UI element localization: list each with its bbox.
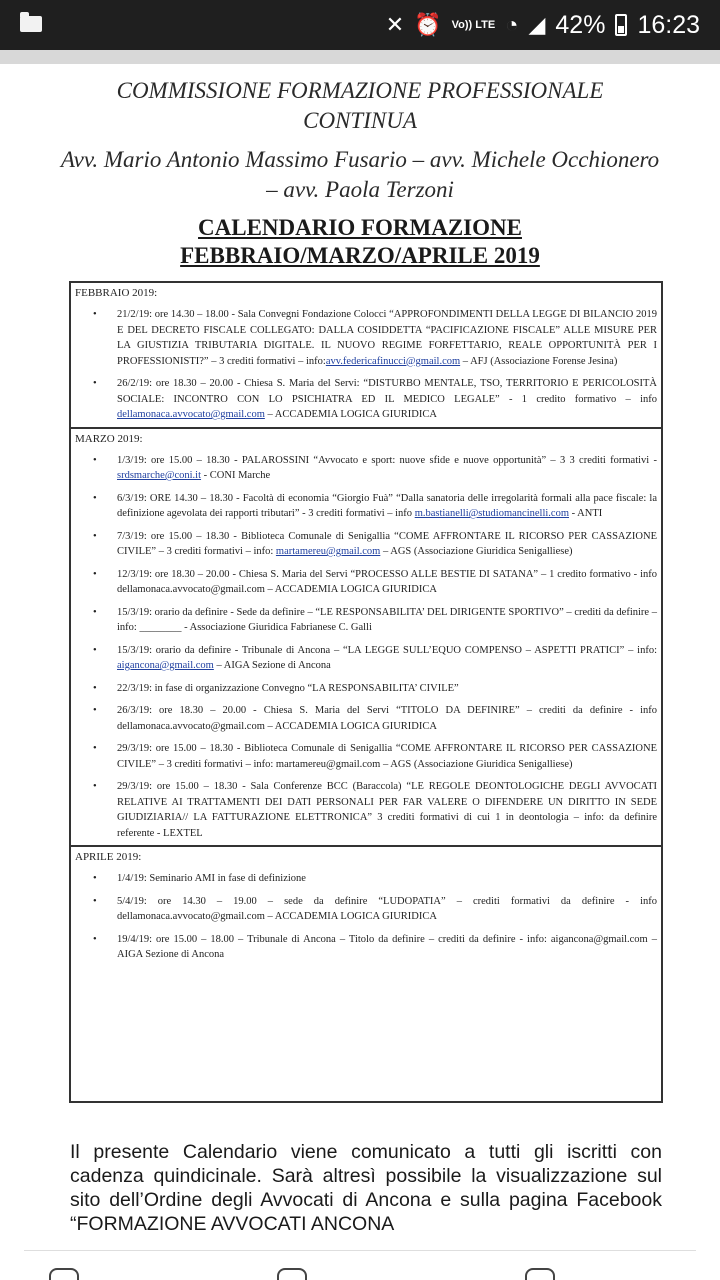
bullet-icon: • bbox=[93, 933, 97, 945]
nav-icon-left[interactable] bbox=[44, 1268, 84, 1280]
event-description: 29/3/19: ore 15.00 – 18.30 - Biblioteca Comunale di Senigallia “COME AFFRONTARE IL RICORSO PER CASSAZIONE CIVILE” – 3 crediti formativi – info: martamereu@gmail.com – AGS (Associazione Giuridica Senigalliese) bbox=[117, 743, 657, 770]
email-link[interactable]: avv.federicafinucci@gmail.com bbox=[325, 355, 461, 367]
event-item bbox=[75, 643, 657, 674]
app-bar-shadow bbox=[0, 50, 720, 64]
alarm-icon: ⏰ bbox=[414, 12, 442, 37]
mute-icon: ✕ bbox=[385, 12, 405, 37]
status-bar bbox=[0, 0, 720, 50]
event-organizer: – ACCADEMIA LOGICA GIURIDICA bbox=[264, 409, 437, 420]
calendar-section bbox=[71, 283, 661, 429]
bullet-icon: • bbox=[93, 492, 97, 504]
bullet-icon: • bbox=[93, 530, 97, 542]
clock: 16:23 bbox=[637, 10, 700, 39]
event-item bbox=[75, 741, 657, 772]
event-item bbox=[75, 307, 657, 369]
bullet-icon: • bbox=[93, 781, 97, 792]
event-text bbox=[117, 779, 657, 841]
event-item bbox=[75, 453, 657, 484]
email-link[interactable]: dellamonaca.avvocato@gmail.com bbox=[117, 409, 265, 420]
event-description: 1/4/19: Seminario AMI in fase di definizione bbox=[117, 873, 306, 884]
event-text bbox=[117, 643, 657, 674]
event-item bbox=[75, 932, 657, 963]
event-description: 12/3/19: ore 18.30 – 20.00 - Chiesa S. Maria del Servi “PROCESSO ALLE BESTIE DI SATANA” – 1 credito formativo - info dellamonaca.avvocato@gmail.com – ACCADEMIA LOGICA GIURIDICA bbox=[117, 568, 657, 595]
event-text bbox=[117, 529, 657, 560]
event-text bbox=[117, 741, 657, 772]
bullet-icon: • bbox=[93, 309, 97, 320]
lawyers-names: Avv. Mario Antonio Massimo Fusario – avv. Michele Occhionero – avv. Paola Terzoni bbox=[60, 147, 660, 202]
event-item bbox=[75, 567, 657, 598]
nav-icon-center[interactable] bbox=[272, 1268, 312, 1280]
event-item bbox=[75, 871, 657, 887]
event-description: 26/2/19: ore 18.30 – 20.00 - Chiesa S. Maria del Servi: “DISTURBO MENTALE, TSO, TERRITORIO E PERICOLOSITÀ SOCIALE: INCONTRO CON LO PSICHIATRA ED IL MEDICO LEGALE” - 1 credito formativo – info bbox=[117, 378, 657, 405]
nav-icon-right[interactable] bbox=[520, 1268, 560, 1280]
event-text bbox=[117, 932, 657, 963]
bullet-icon: • bbox=[93, 873, 97, 884]
status-icons bbox=[386, 0, 700, 50]
battery-icon bbox=[615, 14, 627, 36]
event-item bbox=[75, 703, 657, 734]
event-description: 15/3/19: orario da definire - Tribunale di Ancona – “LA LEGGE SULL’EQUO COMPENSO – ASPETTI PRATICI” – info: bbox=[117, 644, 657, 656]
event-text bbox=[117, 567, 657, 598]
event-description: 19/4/19: ore 15.00 – 18.00 – Tribunale di Ancona – Titolo da definire – crediti da definire - info: aigancona@gmail.com – AIGA Sezione di Ancona bbox=[117, 933, 657, 960]
bullet-icon: • bbox=[93, 644, 97, 656]
event-description: 26/3/19: ore 18.30 – 20.00 - Chiesa S. Maria del Servi “TITOLO DA DEFINIRE” – crediti da definire - info dellamonaca.avvocato@gmail.com – ACCADEMIA LOGICA GIURIDICA bbox=[117, 705, 657, 732]
calendar-title: CALENDARIO FORMAZIONE FEBBRAIO/MARZO/APRILE 2019 bbox=[180, 215, 540, 268]
event-organizer: – AIGA Sezione di Ancona bbox=[213, 660, 331, 671]
bullet-icon: • bbox=[93, 568, 97, 580]
email-link[interactable]: srdsmarche@coni.it bbox=[117, 470, 202, 481]
event-description: 6/3/19: ORE 14.30 – 18.30 - Facoltà di economia “Giorgio Fuà” “Dalla sanatoria delle irregolarità formali alla pace fiscale: la definizione agevolata dei rapporti tributari” - 3 crediti formativi – info bbox=[117, 492, 657, 519]
lte-indicator: Vo)) LTE bbox=[451, 18, 496, 31]
event-text bbox=[117, 703, 657, 734]
event-organizer: – AFJ (Associazione Forense Jesina) bbox=[460, 355, 618, 367]
signal-icon: ◢ bbox=[528, 12, 546, 37]
event-text bbox=[117, 605, 657, 636]
event-item bbox=[75, 894, 657, 925]
event-description: 22/3/19: in fase di organizzazione Convegno “LA RESPONSABILITA’ CIVILE” bbox=[117, 682, 459, 694]
commission-heading: COMMISSIONE FORMAZIONE PROFESSIONALE CONTINUA bbox=[116, 78, 604, 133]
event-text bbox=[117, 871, 657, 887]
event-text bbox=[117, 894, 657, 925]
bullet-icon: • bbox=[93, 606, 97, 618]
email-link[interactable]: m.bastianelli@studiomancinelli.com bbox=[414, 508, 569, 519]
calendar-section bbox=[71, 847, 661, 967]
event-item bbox=[75, 779, 657, 841]
bullet-icon: • bbox=[93, 743, 97, 754]
event-description: 7/3/19: ore 15.00 – 18.30 - Biblioteca Comunale di Senigallia “COME AFFRONTARE IL RICORSO PER CASSAZIONE CIVILE” – 3 crediti formativi – info: bbox=[117, 530, 657, 557]
event-description: 1/3/19: ore 15.00 – 18.30 - PALAROSSINI “Avvocato e sport: nuove sfide e nuove opportunità” – 3 3 crediti formativi - bbox=[117, 454, 657, 466]
section-title: APRILE 2019: bbox=[75, 851, 142, 863]
bullet-icon: • bbox=[93, 454, 97, 466]
event-item bbox=[75, 376, 657, 423]
event-text bbox=[117, 376, 657, 423]
section-title: MARZO 2019: bbox=[75, 432, 143, 445]
bullet-icon: • bbox=[93, 682, 97, 694]
event-description: 5/4/19: ore 14.30 – 19.00 – sede da definire “LUDOPATIA” – crediti formativi da definire - info dellamonaca.avvocato@gmail.com – ACCADEMIA LOGICA GIURIDICA bbox=[117, 895, 657, 922]
bullet-icon: • bbox=[93, 705, 97, 716]
event-item bbox=[75, 681, 657, 697]
event-text bbox=[117, 681, 657, 697]
wifi-icon: ◔ bbox=[505, 12, 519, 37]
event-organizer: – AGS (Associazione Giuridica Senigalliese) bbox=[380, 546, 573, 557]
email-link[interactable]: martamereu@gmail.com bbox=[275, 546, 381, 557]
event-description: 15/3/19: orario da definire - Sede da definire – “LE RESPONSABILITA’ DEL DIRIGENTE SPORTIVO” – crediti da definire – info: ________ - Associazione Giuridica Fabrianese C. Galli bbox=[117, 606, 657, 633]
section-title: FEBBRAIO 2019: bbox=[75, 287, 158, 299]
calendar-section bbox=[71, 429, 661, 848]
event-text bbox=[117, 307, 657, 369]
event-organizer: - ANTI bbox=[569, 508, 603, 519]
bullet-icon: • bbox=[93, 895, 97, 907]
event-text bbox=[117, 453, 657, 484]
divider bbox=[24, 1250, 696, 1251]
folder-icon bbox=[20, 16, 42, 32]
event-text bbox=[117, 491, 657, 522]
event-organizer: - CONI Marche bbox=[201, 470, 271, 481]
bullet-icon: • bbox=[93, 378, 97, 389]
battery-percent: 42% bbox=[555, 10, 606, 39]
event-description: 21/2/19: ore 14.30 – 18.00 - Sala Convegni Fondazione Colocci “APPROFONDIMENTI DELLA LEGGE DI BILANCIO 2019 E DEL DECRETO FISCALE COLLEGATO: DALLA COSIDDETTA “PACIFICAZIONE FISCALE” ALLE MISURE PER LA GIUSTIZIA TRIBUTARIA DIGITALE. IL NUOVO REGIME FORFETTARIO, REALE OPPORTUNITÀ PER I PROFESSIONISTI?” – 3 crediti formativi – info: bbox=[117, 309, 657, 367]
event-item bbox=[75, 491, 657, 522]
event-item bbox=[75, 605, 657, 636]
footer-paragraph: Il presente Calendario viene comunicato a tutti gli iscritti con cadenza quindicinale. Sarà altresì possibile la visualizzazione sul sito dell’Ordine degli Avvocati di Ancona e sulla pagina Facebook “FORMAZIONE AVVOCATI ANCONA bbox=[70, 1141, 662, 1235]
event-item bbox=[75, 529, 657, 560]
email-link[interactable]: aigancona@gmail.com bbox=[117, 660, 214, 671]
event-description: 29/3/19: ore 15.00 – 18.30 - Sala Conferenze BCC (Baraccola) “LE REGOLE DEONTOLOGICHE DEGLI AVVOCATI RELATIVE AI TRATTAMENTI DEI DATI PERSONALI PER FAR VALERE O DIFENDERE UN DIRITTO IN SEDE GIUDIZIARIA// LA FATTURAZIONE ELETTRONICA” 3 crediti formativi di cui 1 in deontologia – info: da definire referente - LEXTEL bbox=[117, 781, 657, 839]
calendar-table bbox=[69, 281, 663, 1103]
